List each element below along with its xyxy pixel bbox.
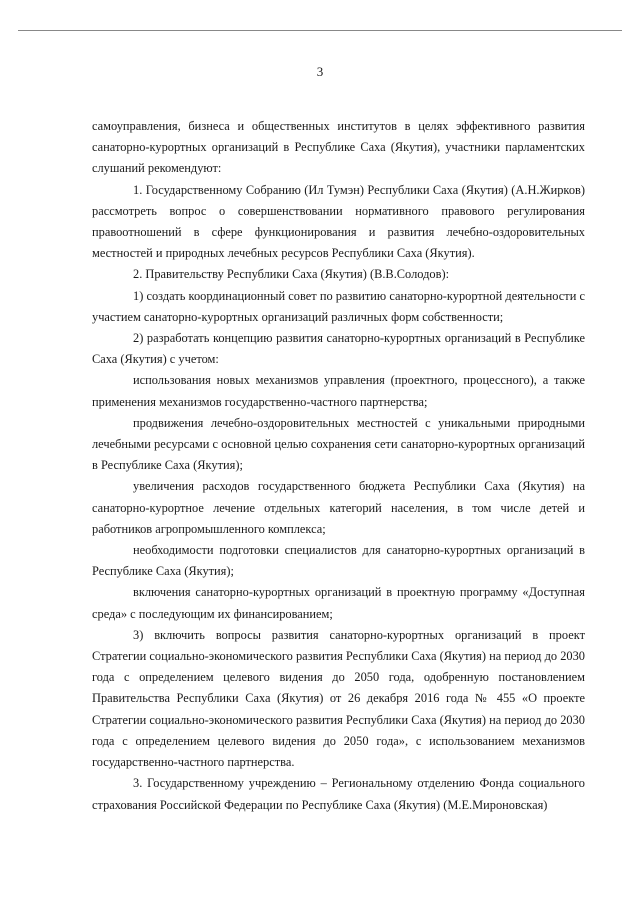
paragraph-item-3: 3. Государственному учреждению – Региональному отделению Фонда социального страхования Российской Федерации по Республике Саха (Якутия) (М.Е.Мироновская) xyxy=(92,776,585,812)
top-rule xyxy=(18,30,622,31)
paragraph-intro: самоуправления, бизнеса и общественных институтов в целях эффективного развития санаторно-курортных организаций в Республике Саха (Якутия), участники парламентских слушаний рекомендуют: xyxy=(92,119,585,176)
paragraph-consideration-1: использования новых механизмов управления (проектного, процессного), а также применения механизмов государственно-частного партнерства; xyxy=(92,373,585,409)
paragraph-consideration-5: включения санаторно-курортных организаций в проектную программу «Доступная среда» с последующим их финансированием; xyxy=(92,585,585,621)
paragraph-subitem-1: 1) создать координационный совет по развитию санаторно-курортной деятельности с участием санаторно-курортных организаций различных форм собственности; xyxy=(92,288,585,324)
paragraph-consideration-4: необходимости подготовки специалистов для санаторно-курортных организаций в Республике Саха (Якутия); xyxy=(92,543,585,579)
paragraph-subitem-3: 3) включить вопросы развития санаторно-курортных организаций в проект Стратегии социально-экономического развития Республики Саха (Якутия) на период до 2030 года с определением целевого видения до 2050 года, одобренную постановлением Правительства Республики Саха (Якутия) от 26 декабря 2016 года № 455 «О проекте Стратегии социально-экономического развития Республики Саха (Якутия) на период до 2030 года с определением целевого видения до 2050 года», с использованием механизмов государственно-частного партнерства. xyxy=(92,627,585,770)
paragraph-subitem-2: 2) разработать концепцию развития санаторно-курортных организаций в Республике Саха (Якутия) с учетом: xyxy=(92,331,585,367)
paragraph-consideration-3: увеличения расходов государственного бюджета Республики Саха (Якутия) на санаторно-курортное лечение отдельных категорий населения, в том числе детей и работников агропромышленного комплекса; xyxy=(92,479,585,536)
paragraph-item-2: 2. Правительству Республики Саха (Якутия) (В.В.Солодов): xyxy=(133,267,450,282)
paragraph-item-1: 1. Государственному Собранию (Ил Тумэн) Республики Саха (Якутия) (А.Н.Жирков) рассмотреть вопрос о совершенствовании нормативного правового регулирования правоотношений в сфере функционирования и развития лечебно-оздоровительных местностей и природных лечебных ресурсов Республики Саха (Якутия). xyxy=(92,182,585,261)
paragraph-consideration-2: продвижения лечебно-оздоровительных местностей с уникальными природными лечебными ресурсами с основной целью сохранения сети санаторно-курортных организаций в Республике Саха (Якутия); xyxy=(92,415,585,473)
page-number: 3 xyxy=(316,64,324,79)
document-body xyxy=(92,116,585,816)
